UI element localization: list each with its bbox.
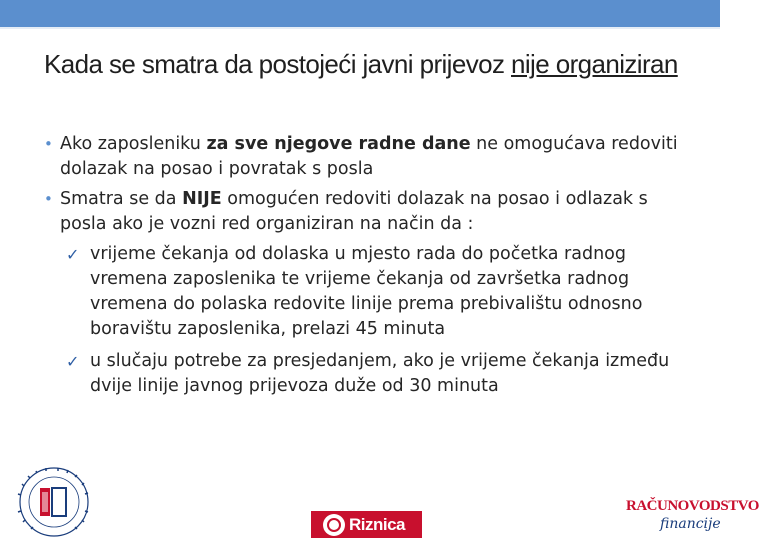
check-text: vrijeme čekanja od dolaska u mjesto rada do početka radnog vremena zaposlenika te vrijeme čekanja od završetka radnog vremena do polaska redovite linije prema prebivalištu odnosno boravištu zaposlenika, prelazi 45 minuta (90, 244, 643, 339)
bullet-dot-icon: • (44, 135, 53, 153)
bullet-item (44, 187, 694, 237)
bullet-bold-text: za sve njegove radne dane (206, 134, 471, 154)
slide-title-underlined: nije organiziran (511, 49, 678, 79)
racunovodstvo-logo-subtitle: financije (660, 516, 721, 532)
racunovodstvo-logo-title: RAČUNOVODSTVO (626, 498, 759, 514)
top-accent-bar (0, 0, 720, 29)
association-seal-logo-icon (2, 462, 100, 538)
bullet-bold-text: NIJE (182, 189, 222, 209)
bullet-text: Smatra se da (60, 189, 183, 209)
riznica-logo-text: Riznica (349, 514, 406, 534)
bullet-text: Ako zaposleniku (60, 134, 207, 154)
riznica-emblem-icon (323, 514, 345, 536)
slide-title-text: Kada se smatra da postojeći javni prijevoz (44, 49, 512, 79)
check-list-item (44, 349, 694, 399)
bullet-text: ne omogućava redoviti dolazak na posao i povratak s posla (60, 134, 678, 179)
bullet-text: omogućen redoviti dolazak na posao i odlazak s posla ako je vozni red organiziran na način da : (60, 189, 648, 234)
riznica-logo (311, 511, 422, 538)
slide-title (44, 46, 694, 82)
check-list-item (44, 242, 694, 342)
slide-body (44, 132, 694, 406)
bullet-dot-icon: • (44, 190, 53, 208)
checkmark-icon: ✓ (66, 352, 80, 371)
checkmark-icon: ✓ (66, 245, 80, 264)
bullet-item (44, 132, 694, 182)
racunovodstvo-logo (622, 496, 759, 540)
check-text: u slučaju potrebe za presjedanjem, ako je vrijeme čekanja između dvije linije javnog prijevoza duže od 30 minuta (90, 351, 670, 396)
